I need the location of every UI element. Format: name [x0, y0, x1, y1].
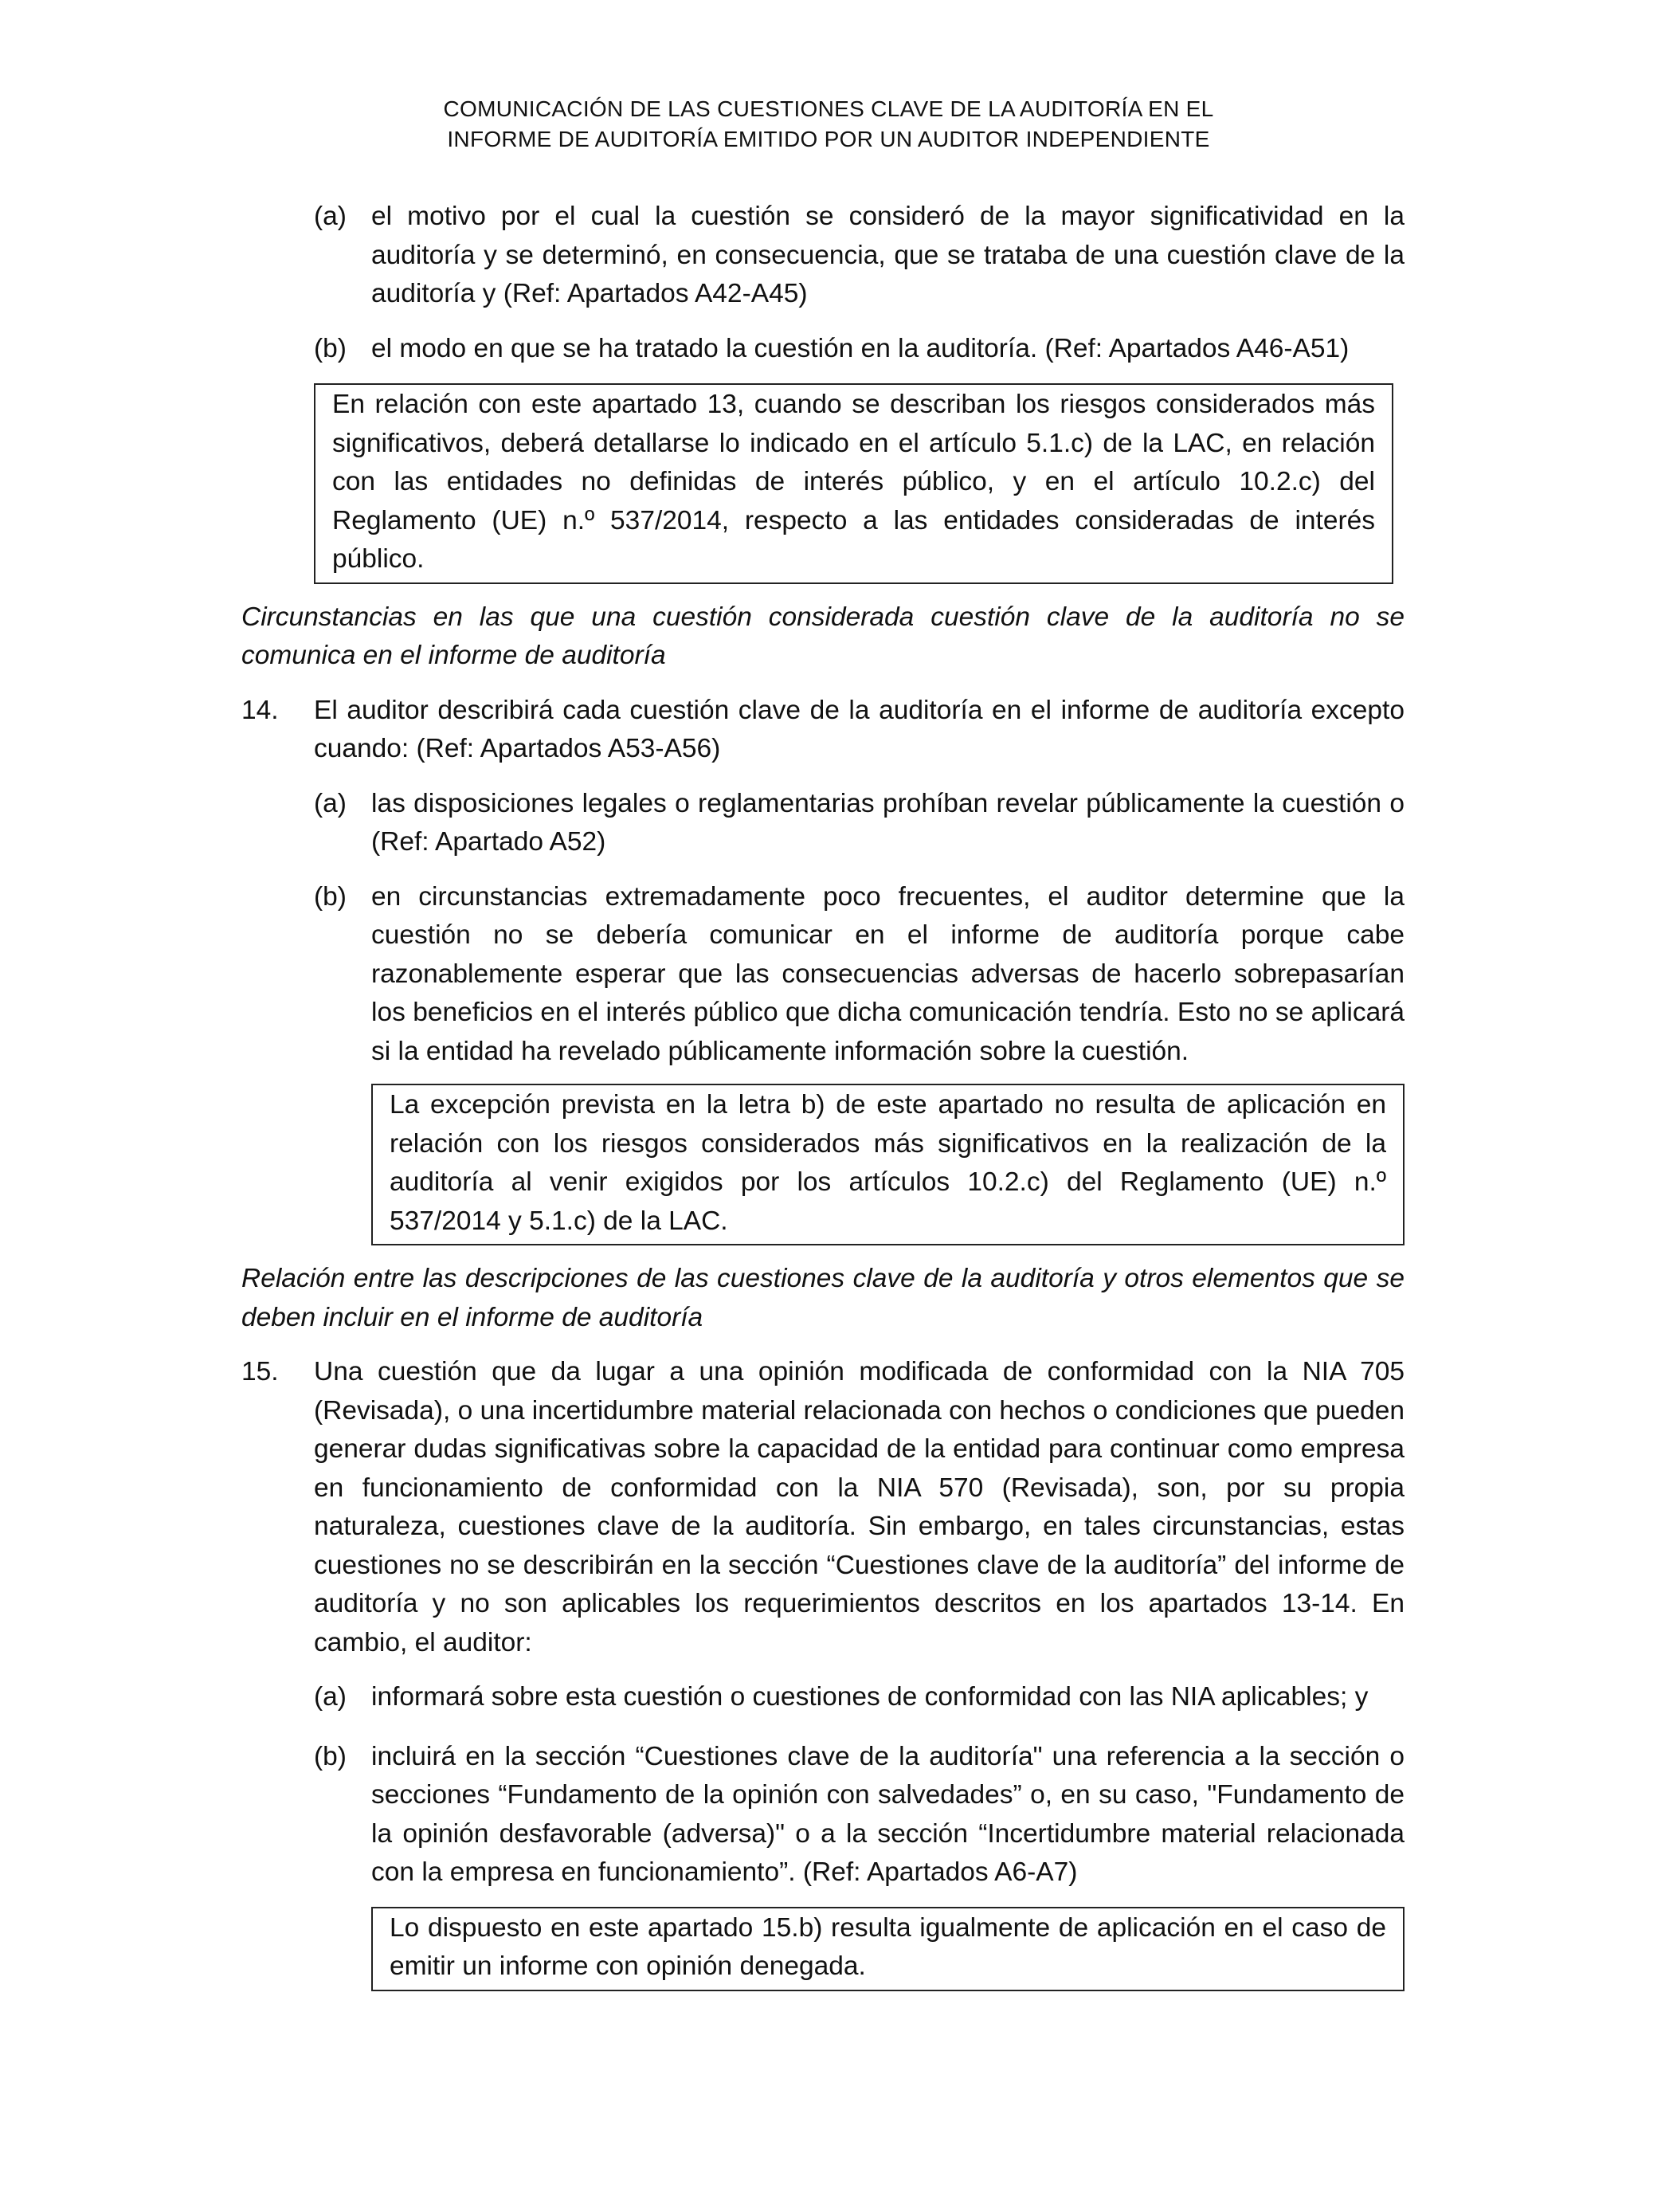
- paragraph-14-text: El auditor describirá cada cuestión clave de la auditoría en el informe de auditoría excepto cuando: (Ref: Apartados A53-A56): [314, 695, 1405, 763]
- p14-item-a: [241, 785, 1405, 862]
- p13-item-a-text: el motivo por el cual la cuestión se consideró de la mayor significatividad en la auditoría y se determinó, en consecuencia, que se trataba de una cuestión clave de la auditoría y (Ref: Apartados A42-A45): [371, 202, 1405, 308]
- header-line-2: INFORME DE AUDITORÍA EMITIDO POR UN AUDITOR INDEPENDIENTE: [447, 127, 1210, 151]
- section-heading-relacion: Relación entre las descripciones de las cuestiones clave de la auditoría y otros elementos que se deben incluir en el informe de auditoría: [241, 1264, 1405, 1332]
- p15-item-b: [241, 1738, 1405, 1892]
- p14-item-a-marker: (a): [314, 788, 347, 818]
- section-heading-circunstancias: Circunstancias en las que una cuestión considerada cuestión clave de la auditoría no se comunica en el informe de auditoría: [241, 602, 1405, 670]
- paragraph-15: [241, 1353, 1405, 1662]
- p14-item-a-text: las disposiciones legales o reglamentarias prohíban revelar públicamente la cuestión o (Ref: Apartado A52): [371, 788, 1405, 857]
- paragraph-14-number: 14.: [241, 695, 279, 725]
- p15-item-b-marker: (b): [314, 1741, 347, 1771]
- p15-note-text: Lo dispuesto en este apartado 15.b) resulta igualmente de aplicación en el caso de emitir un informe con opinión denegada.: [390, 1912, 1386, 1981]
- p13-note-text: En relación con este apartado 13, cuando se describan los riesgos considerados más significativos, deberá detallarse lo indicado en el artículo 5.1.c) de la LAC, en relación con las entidades no definidas de interés público, y en el artículo 10.2.c) del Reglamento (UE) n.º 537/2014, respecto a las entidades consideradas de interés público.: [332, 390, 1375, 574]
- p14-item-b: [241, 878, 1405, 1072]
- p13-item-a-marker: (a): [314, 202, 347, 231]
- header-line-1: COMUNICACIÓN DE LAS CUESTIONES CLAVE DE LA AUDITORÍA EN EL: [443, 96, 1214, 121]
- paragraph-15-text: Una cuestión que da lugar a una opinión modificada de conformidad con la NIA 705 (Revisada), o una incertidumbre material relacionada con hechos o condiciones que pueden generar dudas significativas sobre la capacidad de la entidad para continuar como empresa en funcionamiento de conformidad con la NIA 570 (Revisada), son, por su propia naturaleza, cuestiones clave de la auditoría. Sin embargo, en tales circunstancias, estas cuestiones no se describirán en la sección “Cuestiones clave de la auditoría” del informe de auditoría y no son aplicables los requerimientos descritos en los apartados 13-14. En cambio, el auditor:: [314, 1357, 1405, 1657]
- paragraph-15-number: 15.: [241, 1357, 279, 1386]
- document-body: [241, 198, 1405, 1991]
- p13-note-box: [314, 383, 1393, 584]
- p14-note-text: La excepción prevista en la letra b) de este apartado no resulta de aplicación en relación con los riesgos considerados más significativos en la realización de la auditoría al venir exigidos por los artículos 10.2.c) del Reglamento (UE) n.º 537/2014 y 5.1.c) de la LAC.: [390, 1090, 1386, 1236]
- p15-item-a-text: informará sobre esta cuestión o cuestiones de conformidad con las NIA aplicables; y: [371, 1682, 1369, 1712]
- page-header: [239, 94, 1418, 155]
- p14-item-b-marker: (b): [314, 881, 347, 912]
- paragraph-14: [241, 692, 1405, 769]
- p13-item-b-text: el modo en que se ha tratado la cuestión en la auditoría. (Ref: Apartados A46-A51): [371, 333, 1350, 363]
- p14-note-box: [371, 1084, 1405, 1245]
- p15-item-a-marker: (a): [314, 1682, 347, 1712]
- p15-note-box: [371, 1907, 1405, 1991]
- p15-item-a: [241, 1678, 1405, 1717]
- p13-item-b: [241, 330, 1405, 369]
- p13-item-b-marker: (b): [314, 333, 347, 363]
- p13-item-a: [241, 198, 1405, 314]
- p15-item-b-text: incluirá en la sección “Cuestiones clave de la auditoría" una referencia a la sección o secciones “Fundamento de la opinión con salvedades” o, en su caso, "Fundamento de la opinión desfavorable (adversa)" o a la sección “Incertidumbre material relacionada con la empresa en funcionamiento”. (Ref: Apartados A6-A7): [371, 1741, 1405, 1887]
- p14-item-b-text: en circunstancias extremadamente poco frecuentes, el auditor determine que la cuestión no se debería comunicar en el informe de auditoría porque cabe razonablemente esperar que las consecuencias adversas de hacerlo sobrepasarían los beneficios en el interés público que dicha comunicación tendría. Esto no se aplicará si la entidad ha revelado públicamente información sobre la cuestión.: [371, 881, 1405, 1066]
